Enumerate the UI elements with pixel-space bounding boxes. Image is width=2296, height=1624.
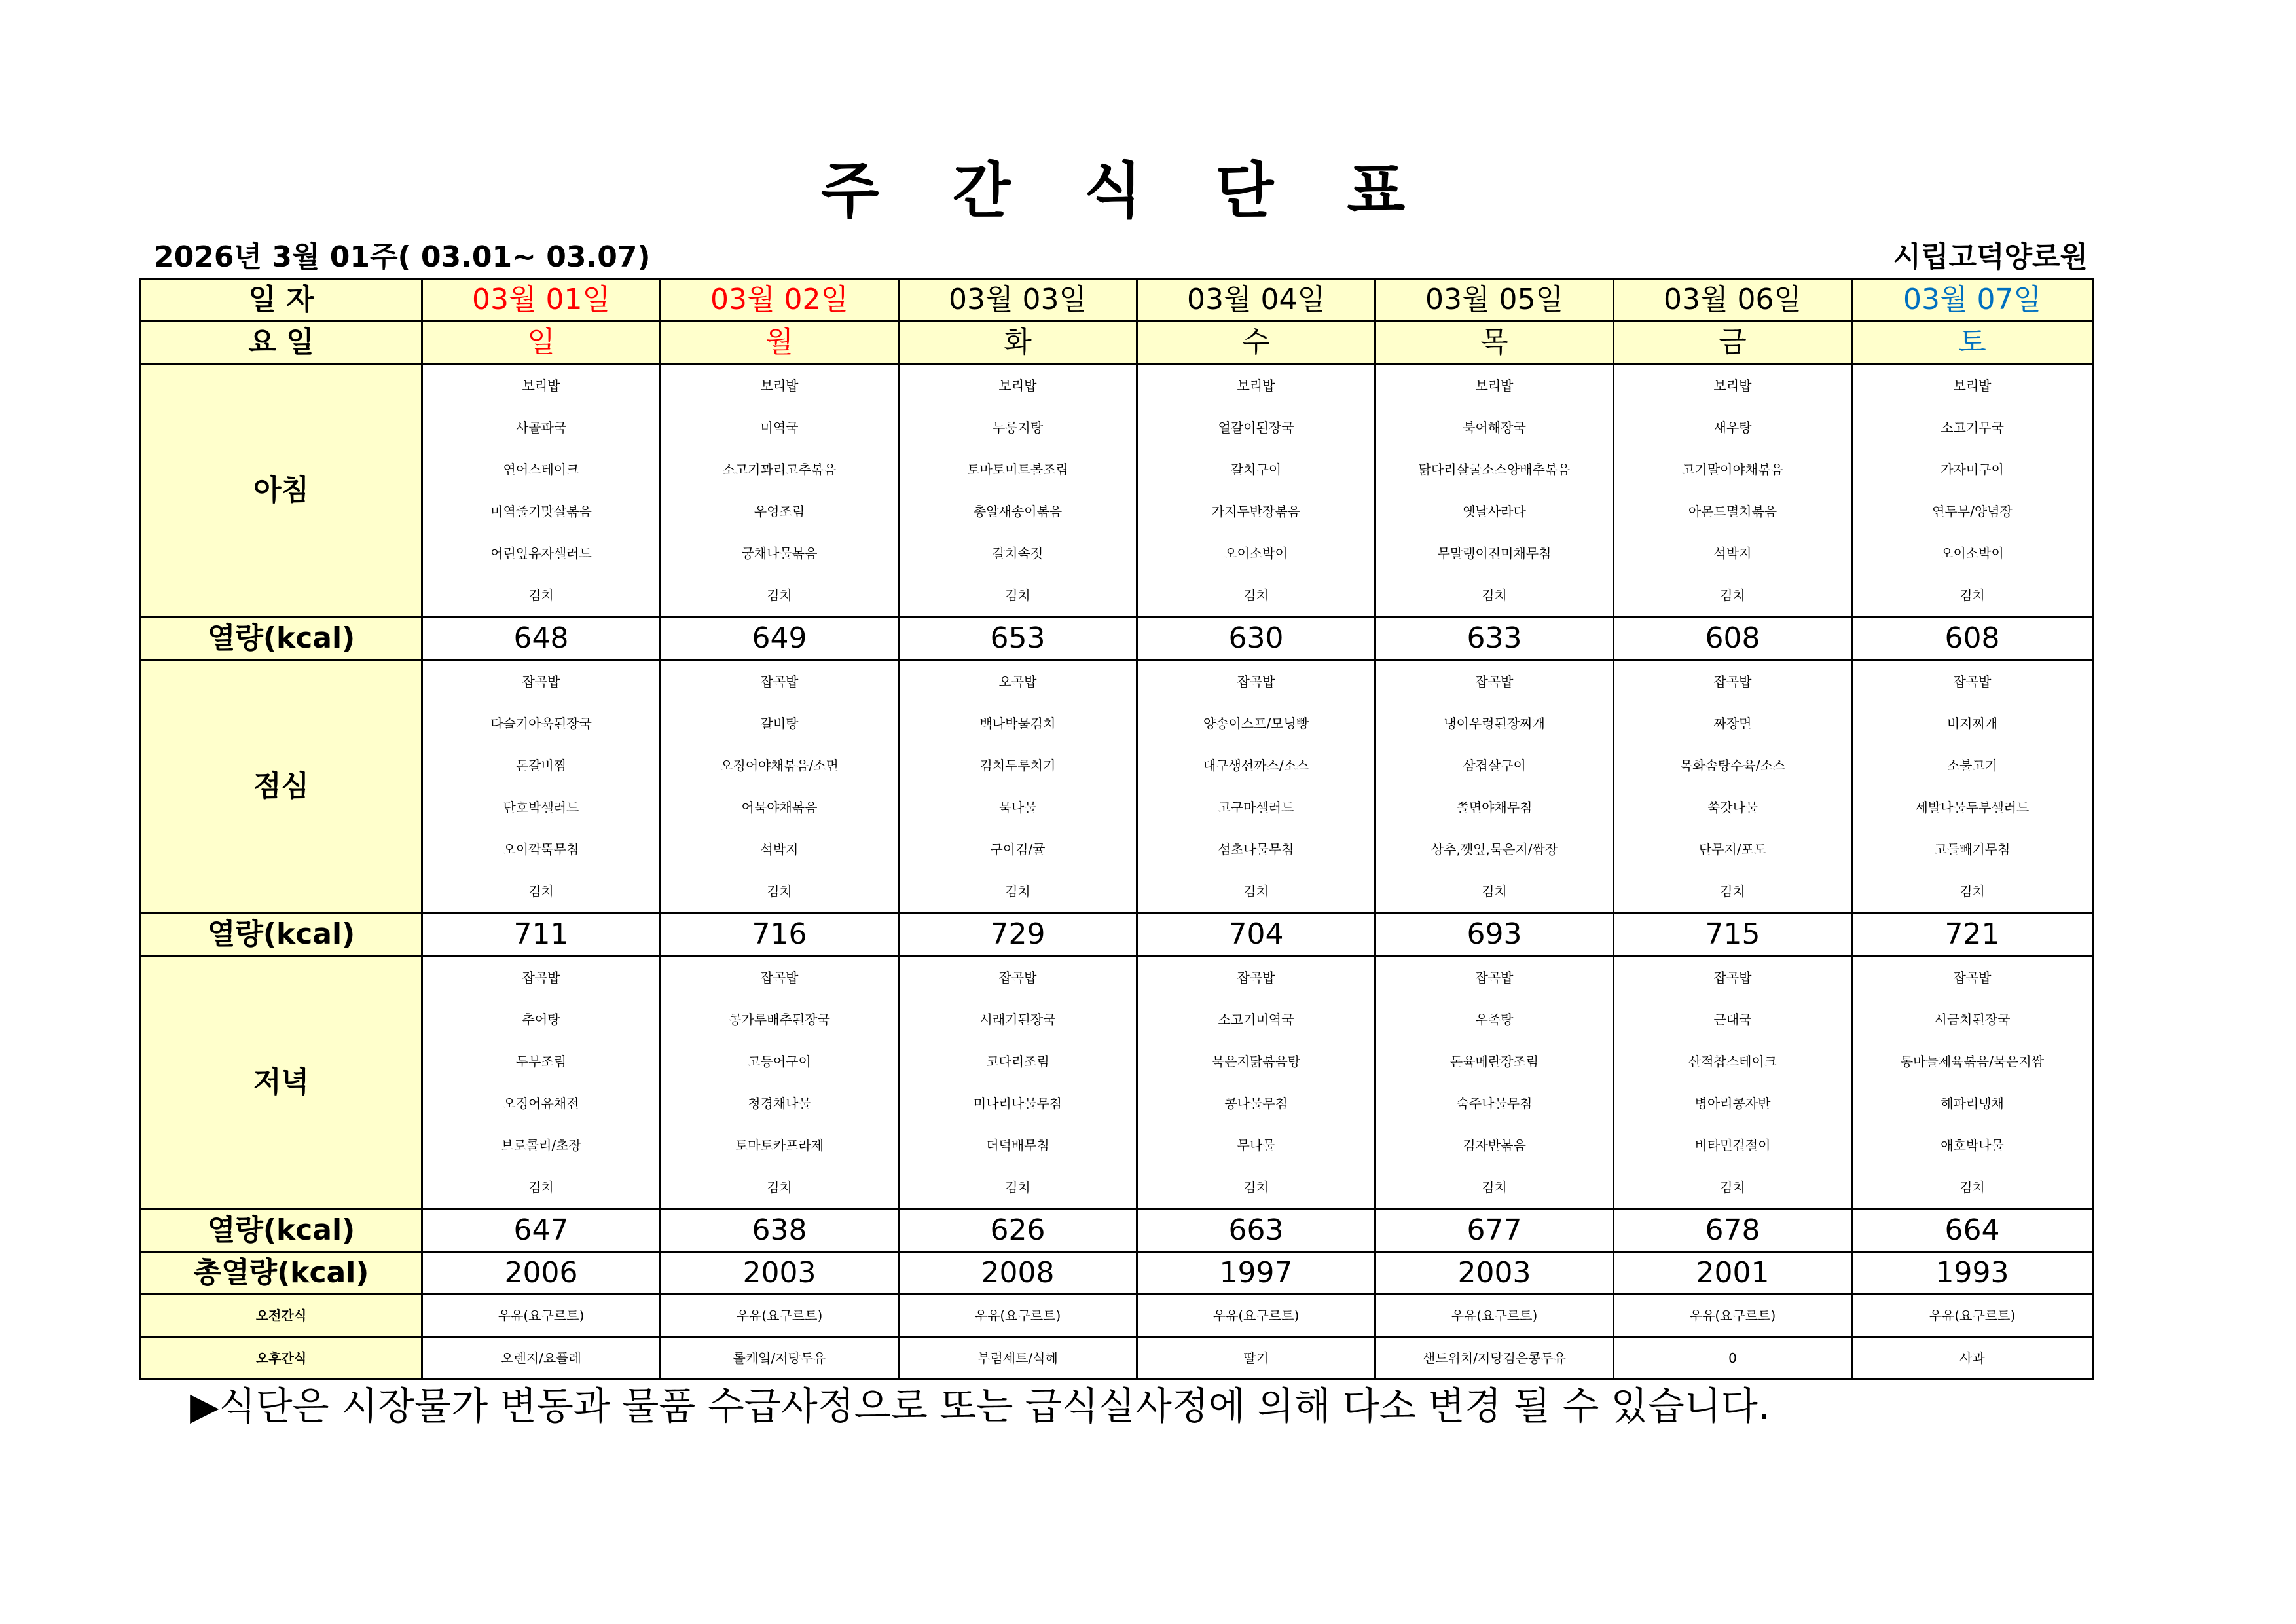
dish-item: 어묵야채볶음: [741, 800, 818, 815]
dish-item: 묵은지닭볶음탕: [1211, 1054, 1301, 1069]
dish-item: 김치: [767, 1179, 792, 1195]
lunch-row: [141, 660, 2093, 913]
dinner-menu-cell: [1376, 956, 1614, 1209]
dish-item: 돈갈비찜: [515, 758, 567, 773]
dish-item: 잡곡밥: [1237, 674, 1275, 690]
total-kcal-value: 2008: [899, 1252, 1137, 1295]
dish-item: 잡곡밥: [998, 970, 1037, 986]
dish-item: 오이소박이: [1941, 545, 2004, 561]
dish-item: 연어스테이크: [503, 462, 579, 477]
am-snack-value: 우유(요구르트): [661, 1295, 899, 1337]
dish-item: 우엉조림: [754, 504, 805, 519]
dish-item: 잡곡밥: [1237, 970, 1275, 986]
dish-item: 세발나물두부샐러드: [1915, 800, 2030, 815]
dish-item: 시금치된장국: [1934, 1012, 2011, 1027]
dish-item: 묵나물: [998, 800, 1037, 815]
total-kcal-value: 2006: [422, 1252, 661, 1295]
pm-snack-value: 사과: [1852, 1337, 2093, 1380]
breakfast-kcal-value: 649: [661, 618, 899, 660]
breakfast-menu-cell: [661, 364, 899, 618]
day-weekday-cell: 수: [1137, 322, 1376, 364]
dish-item: 구이김/귤: [990, 841, 1046, 857]
dinner-menu-cell: [899, 956, 1137, 1209]
day-weekday-cell: 일: [422, 322, 661, 364]
dish-item: 김치: [1720, 883, 1745, 899]
weekday-row-label: 요 일: [141, 322, 422, 364]
lunch-menu-cell: [661, 660, 899, 913]
pm-snack-label: 오후간식: [141, 1337, 422, 1380]
lunch-kcal-value: 716: [661, 913, 899, 956]
dish-item: 오이깍뚝무침: [503, 841, 579, 857]
dish-item: 소불고기: [1946, 758, 1998, 773]
dish-item: 추어탕: [522, 1012, 560, 1027]
pm-snack-value: 롤케잌/저당두유: [661, 1337, 899, 1380]
dish-item: 무말랭이진미채무침: [1437, 545, 1552, 561]
dish-item: 김치: [767, 587, 792, 603]
dish-item: 소고기꽈리고추볶음: [722, 462, 837, 477]
dish-item: 잡곡밥: [760, 674, 799, 690]
lunch-menu-cell: [899, 660, 1137, 913]
dish-item: 김치: [1959, 883, 1985, 899]
day-date-cell: 03월 01일: [422, 279, 661, 322]
dish-item: 잡곡밥: [1713, 970, 1752, 986]
notice-text: ▶식단은 시장물가 변동과 물품 수급사정으로 또는 급식실사정에 의해 다소 변경 될 수 있습니다.: [190, 1384, 1770, 1428]
total-kcal-value: 2003: [1376, 1252, 1614, 1295]
pm-snack-value: 샌드위치/저당검은콩두유: [1376, 1337, 1614, 1380]
dish-item: 상추,깻잎,묵은지/쌈장: [1430, 841, 1558, 857]
dish-item: 김치: [1482, 883, 1507, 899]
dish-item: 잡곡밥: [760, 970, 799, 986]
dish-item: 삼겹살구이: [1463, 758, 1526, 773]
dish-item: 병아리콩자반: [1694, 1096, 1771, 1111]
dish-item: 미역줄기맛살볶음: [490, 504, 592, 519]
breakfast-kcal-value: 633: [1376, 618, 1614, 660]
dish-item: 잡곡밥: [1713, 674, 1752, 690]
dish-item: 김치: [1005, 883, 1030, 899]
pm-snack-value: 오렌지/요플레: [422, 1337, 661, 1380]
dish-item: 궁채나물볶음: [741, 545, 818, 561]
dish-item: 보리밥: [1237, 378, 1275, 394]
dish-item: 무나물: [1237, 1137, 1275, 1153]
breakfast-kcal-value: 648: [422, 618, 661, 660]
dish-item: 통마늘제육볶음/묵은지쌈: [1900, 1054, 2045, 1069]
dish-item: 잡곡밥: [1475, 674, 1514, 690]
am-snack-value: 우유(요구르트): [1852, 1295, 2093, 1337]
dinner-kcal-value: 647: [422, 1209, 661, 1252]
dish-item: 섬초나물무침: [1218, 841, 1294, 857]
dish-item: 석박지: [760, 841, 799, 857]
dish-item: 어린잎유자샐러드: [490, 545, 592, 561]
am-snack-value: 우유(요구르트): [899, 1295, 1137, 1337]
dish-item: 갈비탕: [760, 716, 799, 731]
dish-item: 고등어구이: [748, 1054, 811, 1069]
subheader: [139, 233, 2092, 274]
menu-table-body: [141, 279, 2093, 1380]
dinner-kcal-value: 638: [661, 1209, 899, 1252]
lunch-kcal-value: 711: [422, 913, 661, 956]
dish-item: 갈치속젓: [992, 545, 1044, 561]
dish-item: 코다리조림: [986, 1054, 1049, 1069]
dish-item: 비타민겉절이: [1694, 1137, 1771, 1153]
dish-item: 김치: [528, 1179, 554, 1195]
dish-item: 김치: [528, 883, 554, 899]
dinner-label: 저녁: [141, 956, 422, 1209]
dish-item: 소고기미역국: [1218, 1012, 1294, 1027]
pm-snack-value: 0: [1614, 1337, 1852, 1380]
dish-item: 단호박샐러드: [503, 800, 579, 815]
dish-item: 김자반볶음: [1463, 1137, 1526, 1153]
dish-item: 브로콜리/초장: [501, 1137, 581, 1153]
dish-item: 시래기된장국: [979, 1012, 1056, 1027]
am-snack-value: 우유(요구르트): [1137, 1295, 1376, 1337]
dish-item: 보리밥: [1475, 378, 1514, 394]
total-kcal-label: 총열량(kcal): [141, 1252, 422, 1295]
total-kcal-value: 2001: [1614, 1252, 1852, 1295]
dinner-kcal-value: 626: [899, 1209, 1137, 1252]
dish-item: 숙주나물무침: [1456, 1096, 1533, 1111]
total-kcal-value: 1997: [1137, 1252, 1376, 1295]
am-snack-label: 오전간식: [141, 1295, 422, 1337]
pm-snack-value: 부럼세트/식혜: [899, 1337, 1137, 1380]
breakfast-menu-cell: [1852, 364, 2093, 618]
breakfast-kcal-value: 608: [1852, 618, 2093, 660]
dish-item: 김치: [1243, 587, 1269, 603]
organization-name: 시립고덕양로원: [1893, 240, 2088, 274]
dish-item: 김치: [1005, 587, 1030, 603]
dish-item: 목화솜탕수육/소스: [1679, 758, 1786, 773]
dish-item: 토마토카프라제: [735, 1137, 824, 1153]
dish-item: 김치: [1005, 1179, 1030, 1195]
dish-item: 냉이우렁된장찌개: [1444, 716, 1545, 731]
date-row-label: 일 자: [141, 279, 422, 322]
breakfast-kcal-value: 653: [899, 618, 1137, 660]
breakfast-row: [141, 364, 2093, 618]
dish-item: 김치: [528, 587, 554, 603]
dinner-menu-cell: [1137, 956, 1376, 1209]
breakfast-kcal-value: 608: [1614, 618, 1852, 660]
dish-item: 쫄면야채무침: [1456, 800, 1533, 815]
total-kcal-value: 1993: [1852, 1252, 2093, 1295]
dish-item: 사골파국: [515, 420, 567, 435]
lunch-menu-cell: [1137, 660, 1376, 913]
day-date-cell: 03월 03일: [899, 279, 1137, 322]
dish-item: 단무지/포도: [1698, 841, 1767, 857]
dinner-menu-cell: [1614, 956, 1852, 1209]
dish-item: 소고기무국: [1941, 420, 2004, 435]
page-title: 주 간 식 단 표: [820, 156, 1432, 226]
day-date-cell: 03월 06일: [1614, 279, 1852, 322]
dinner-kcal-value: 678: [1614, 1209, 1852, 1252]
dish-item: 근대국: [1713, 1012, 1752, 1027]
dish-item: 김치: [1720, 587, 1745, 603]
dish-item: 총알새송이볶음: [973, 504, 1063, 519]
dish-item: 김치: [1243, 883, 1269, 899]
dish-item: 오징어야채볶음/소면: [720, 758, 839, 773]
dish-item: 보리밥: [760, 378, 799, 394]
am-snack-row: [141, 1295, 2093, 1337]
breakfast-menu-cell: [1614, 364, 1852, 618]
dish-item: 옛날사라다: [1463, 504, 1526, 519]
pm-snack-value: 딸기: [1137, 1337, 1376, 1380]
lunch-kcal-value: 721: [1852, 913, 2093, 956]
lunch-kcal-value: 715: [1614, 913, 1852, 956]
dish-item: 백나박물김치: [979, 716, 1056, 731]
lunch-menu-cell: [1614, 660, 1852, 913]
dish-item: 닭다리살굴소스양배추볶음: [1418, 462, 1571, 477]
dinner-kcal-row: [141, 1209, 2093, 1252]
lunch-kcal-value: 693: [1376, 913, 1614, 956]
lunch-label: 점심: [141, 660, 422, 913]
dish-item: 다슬기아욱된장국: [490, 716, 592, 731]
dish-item: 두부조림: [515, 1054, 567, 1069]
dish-item: 잡곡밥: [1953, 970, 1992, 986]
dish-item: 미역국: [760, 420, 799, 435]
dish-item: 우족탕: [1475, 1012, 1514, 1027]
day-weekday-cell: 금: [1614, 322, 1852, 364]
dish-item: 김치: [1959, 587, 1985, 603]
dish-item: 김치: [1720, 1179, 1745, 1195]
day-weekday-cell: 목: [1376, 322, 1614, 364]
breakfast-kcal-row: [141, 618, 2093, 660]
breakfast-kcal-value: 630: [1137, 618, 1376, 660]
day-date-cell: 03월 07일: [1852, 279, 2093, 322]
dish-item: 보리밥: [1713, 378, 1752, 394]
dinner-kcal-value: 663: [1137, 1209, 1376, 1252]
dish-item: 잡곡밥: [1475, 970, 1514, 986]
breakfast-kcal-label: 열량(kcal): [141, 618, 422, 660]
dish-item: 비지찌개: [1946, 716, 1998, 731]
dish-item: 연두부/양념장: [1932, 504, 2013, 519]
am-snack-value: 우유(요구르트): [1614, 1295, 1852, 1337]
dinner-row: [141, 956, 2093, 1209]
dish-item: 김치: [1959, 1179, 1985, 1195]
breakfast-menu-cell: [1376, 364, 1614, 618]
dish-item: 대구생선까스/소스: [1203, 758, 1309, 773]
dish-item: 김치: [767, 883, 792, 899]
day-weekday-cell: 토: [1852, 322, 2093, 364]
am-snack-value: 우유(요구르트): [422, 1295, 661, 1337]
lunch-kcal-value: 729: [899, 913, 1137, 956]
dish-item: 토마토미트볼조림: [967, 462, 1068, 477]
week-label: 2026년 3월 01주( 03.01~ 03.07): [154, 240, 651, 274]
pm-snack-row: [141, 1337, 2093, 1380]
dish-item: 김치: [1243, 1179, 1269, 1195]
dish-item: 해파리냉채: [1941, 1096, 2004, 1111]
dish-item: 양송이스프/모닝빵: [1203, 716, 1309, 731]
dish-item: 북어해장국: [1463, 420, 1526, 435]
dish-item: 고기말이야채볶음: [1682, 462, 1783, 477]
day-date-cell: 03월 04일: [1137, 279, 1376, 322]
dish-item: 김치: [1482, 587, 1507, 603]
dish-item: 김치두루치기: [979, 758, 1056, 773]
dish-item: 고들빼기무침: [1934, 841, 2011, 857]
menu-table: [139, 278, 2094, 1380]
dinner-menu-cell: [661, 956, 899, 1209]
dish-item: 오곡밥: [998, 674, 1037, 690]
dish-item: 콩나물무침: [1224, 1096, 1288, 1111]
lunch-menu-cell: [422, 660, 661, 913]
day-date-cell: 03월 05일: [1376, 279, 1614, 322]
lunch-menu-cell: [1852, 660, 2093, 913]
dish-item: 보리밥: [998, 378, 1037, 394]
dish-item: 돈육메란장조림: [1449, 1054, 1539, 1069]
lunch-kcal-label: 열량(kcal): [141, 913, 422, 956]
dinner-kcal-value: 677: [1376, 1209, 1614, 1252]
weekday-row: [141, 322, 2093, 364]
am-snack-value: 우유(요구르트): [1376, 1295, 1614, 1337]
dish-item: 얼갈이된장국: [1218, 420, 1294, 435]
dish-item: 고구마샐러드: [1218, 800, 1294, 815]
dinner-kcal-label: 열량(kcal): [141, 1209, 422, 1252]
dinner-kcal-value: 664: [1852, 1209, 2093, 1252]
day-weekday-cell: 월: [661, 322, 899, 364]
lunch-kcal-value: 704: [1137, 913, 1376, 956]
dish-item: 김치: [1482, 1179, 1507, 1195]
dish-item: 석박지: [1713, 545, 1752, 561]
date-row: [141, 279, 2093, 322]
dish-item: 청경채나물: [748, 1096, 811, 1111]
dish-item: 가지두반장볶음: [1211, 504, 1301, 519]
dish-item: 짜장면: [1713, 716, 1752, 731]
breakfast-label: 아침: [141, 364, 422, 618]
dinner-menu-cell: [1852, 956, 2093, 1209]
dish-item: 콩가루배추된장국: [729, 1012, 830, 1027]
dish-item: 새우탕: [1713, 420, 1752, 435]
lunch-kcal-row: [141, 913, 2093, 956]
dish-item: 더덕배무침: [986, 1137, 1049, 1153]
dish-item: 오징어유채전: [503, 1096, 579, 1111]
dish-item: 쑥갓나물: [1707, 800, 1758, 815]
dish-item: 미나리나물무침: [973, 1096, 1063, 1111]
dish-item: 잡곡밥: [1953, 674, 1992, 690]
breakfast-menu-cell: [422, 364, 661, 618]
dish-item: 누룽지탕: [992, 420, 1044, 435]
total-kcal-value: 2003: [661, 1252, 899, 1295]
dinner-menu-cell: [422, 956, 661, 1209]
dish-item: 잡곡밥: [522, 674, 560, 690]
dish-item: 가자미구이: [1941, 462, 2004, 477]
day-weekday-cell: 화: [899, 322, 1137, 364]
dish-item: 오이소박이: [1224, 545, 1288, 561]
dish-item: 아몬드멸치볶음: [1688, 504, 1777, 519]
lunch-menu-cell: [1376, 660, 1614, 913]
dish-item: 보리밥: [1953, 378, 1992, 394]
breakfast-menu-cell: [899, 364, 1137, 618]
total-kcal-row: [141, 1252, 2093, 1295]
day-date-cell: 03월 02일: [661, 279, 899, 322]
dish-item: 갈치구이: [1230, 462, 1282, 477]
dish-item: 보리밥: [522, 378, 560, 394]
dish-item: 잡곡밥: [522, 970, 560, 986]
dish-item: 애호박나물: [1941, 1137, 2004, 1153]
dish-item: 산적찹스테이크: [1688, 1054, 1777, 1069]
breakfast-menu-cell: [1137, 364, 1376, 618]
